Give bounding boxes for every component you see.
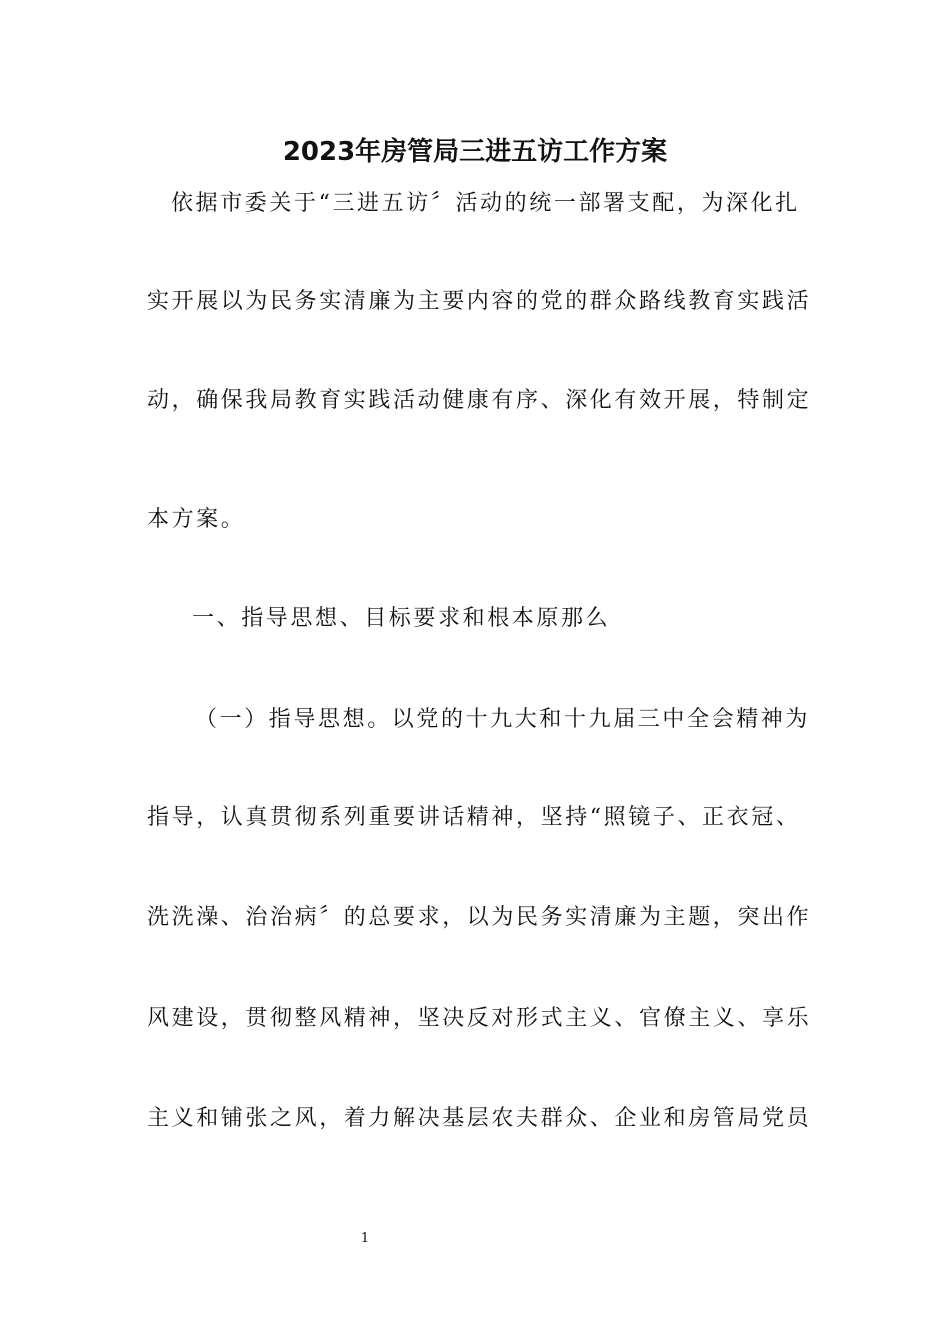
section-heading: 一、指导思想、目标要求和根本原那么 bbox=[192, 606, 611, 631]
page-number: 1 bbox=[360, 1231, 370, 1246]
paragraph-line: 依据市委关于“三进五访〞活动的统一部署支配，为深化扎 bbox=[171, 191, 800, 216]
paragraph-line: （一）指导思想。以党的十九大和十九届三中全会精神为 bbox=[195, 707, 811, 732]
paragraph-line: 本方案。 bbox=[147, 507, 246, 532]
paragraph-line: 指导，认真贯彻系列重要讲话精神，坚持“照镜子、正衣冠、 bbox=[147, 805, 801, 830]
paragraph-line: 风建设，贯彻整风精神，坚决反对形式主义、官僚主义、享乐 bbox=[147, 1006, 812, 1031]
paragraph-line: 动，确保我局教育实践活动健康有序、深化有效开展，特制定 bbox=[147, 388, 812, 413]
paragraph-line: 实开展以为民务实清廉为主要内容的党的群众路线教育实践活 bbox=[147, 289, 812, 314]
paragraph-line: 主义和铺张之风，着力解决基层农夫群众、企业和房管局党员 bbox=[147, 1106, 812, 1131]
paragraph-line: 洗洗澡、治治病〞的总要求，以为民务实清廉为主题，突出作 bbox=[147, 905, 812, 930]
document-title: 2023年房管局三进五访工作方案 bbox=[282, 137, 668, 167]
